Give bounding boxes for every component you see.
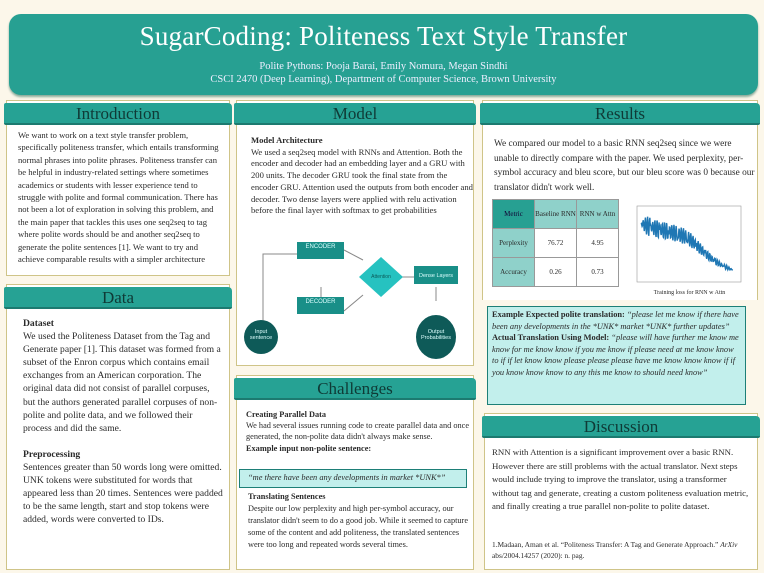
intro-text: We want to work on a text style transfer problem, specifically politeness transfer, which entails transforming normal phrases into polite phrases. Politeness transfer can be helpful in industry-related settings where sometimes academics or students with lesser experience tend to struggle with polite and formal communication. There has not been a lot of exploration in solving this problem, and the main paper that tackles this uses one seq2seq to tag where polite words should be and another seq2seq to generate the polite sentences [1]. We want to try and achieve comparable results with a simpler architecture xyxy=(18,130,219,265)
table-cell: 0.73 xyxy=(577,258,619,287)
challenges-section xyxy=(236,375,474,570)
table-cell: Perplexity xyxy=(493,229,535,258)
parallel-data-text: We had several issues running code to create parallel data and once generated, the non-polite data didn't always make sense. xyxy=(246,421,470,442)
table-header: RNN w Attn xyxy=(577,200,619,229)
input-label: Input sentence xyxy=(249,329,273,341)
table-cell: 4.95 xyxy=(577,229,619,258)
translation-example-box xyxy=(487,306,746,405)
section-title: Challenges xyxy=(234,378,476,400)
reference-text: 1.Madaan, Aman et al. “Politeness Transfer: A Tag and Generate Approach.” xyxy=(492,540,721,549)
chart-caption: Training loss for RNN w Attn xyxy=(653,290,726,296)
affiliation: CSCI 2470 (Deep Learning), Department of Computer Science, Brown University xyxy=(210,74,557,85)
model-section xyxy=(236,100,474,366)
introduction-section xyxy=(6,100,230,276)
results-table xyxy=(492,199,619,287)
reference-journal: ArXiv xyxy=(720,540,738,549)
data-section xyxy=(6,284,230,570)
section-title: Data xyxy=(4,287,232,309)
attention-label: Attention xyxy=(371,274,391,280)
decoder-label: DECODER xyxy=(305,299,336,305)
table-cell: Accuracy xyxy=(493,258,535,287)
preprocessing-text: Sentences greater than 50 words long were omitted. UNK tokens were substituted for words that appeared less than 20 times. Sentences were padded to be the same length, start and stop tokens were added, words were converted to IDs. xyxy=(23,462,223,526)
example-sentence: “me there have been any developments in market *UNK*” xyxy=(239,469,467,488)
section-title: Model xyxy=(234,103,476,125)
dataset-heading: Dataset xyxy=(23,318,54,329)
table-cell: 0.26 xyxy=(535,258,577,287)
authors: Polite Pythons: Pooja Barai, Emily Nomura, Megan Sindhi xyxy=(259,61,508,72)
parallel-data-heading: Creating Parallel Data xyxy=(246,410,327,419)
expected-label: Example Expected polite translation: xyxy=(492,310,625,319)
results-section xyxy=(482,100,758,300)
table-header: Baseline RNN xyxy=(535,200,577,229)
section-title: Discussion xyxy=(482,416,760,438)
actual-text: “please will have further me know me know for me know know if you me know if please need at me know know to if if let know know please please please have me know know know if if you know know know to any this me know to should need know” xyxy=(492,333,739,377)
loss-chart xyxy=(627,202,745,288)
architecture-diagram xyxy=(237,239,473,364)
translating-heading: Translating Sentences xyxy=(248,492,326,501)
preprocessing-heading: Preprocessing xyxy=(23,448,81,460)
discussion-section xyxy=(484,413,758,570)
reference xyxy=(492,539,754,561)
poster-header xyxy=(9,14,758,95)
model-text: We used a seq2seq model with RNNs and Attention. Both the encoder and decoder had an embedding layer and a GRU with 200 units. The decoder GRU took the final state from the encoder GRU. Attention used the outputs from both encoder and decoder. Two dense layers were applied with relu activation before the final layer with softmax to get probabilities xyxy=(251,146,473,216)
section-title: Introduction xyxy=(4,103,232,125)
section-title: Results xyxy=(480,103,760,125)
results-text: We compared our model to a basic RNN seq2seq since we were unable to directly compare with the paper. We used perplexity, per-symbol accuracy and bleu score, but our bleu score was 0 because our translator didn't work well. xyxy=(494,139,755,193)
table-header: Metric xyxy=(493,200,535,229)
poster-title: SugarCoding: Politeness Text Style Transfer xyxy=(139,21,628,51)
model-heading: Model Architecture xyxy=(251,135,323,145)
encoder-label: ENCODER xyxy=(305,244,336,250)
reference-text: abs/2004.14257 (2020): n. pag. xyxy=(492,551,585,560)
dense-layers-label: Dense Layers xyxy=(419,273,453,279)
discussion-text: RNN with Attention is a significant improvement over a basic RNN. However there are still problems with the actual translator. Next steps would include trying to improve the translator, using a transformer without tag and generate, creating a custom politeness evaluation metric, and finally creating a true parallel non-polite to polite dataset. xyxy=(492,447,749,512)
dataset-text: We used the Politeness Dataset from the Tag and Generate paper [1]. This dataset was formed from a subset of the Enron corpus which contains email exchanges from an American corporation. The original data did not consist of parallel corpuses, but the authors generated parallel corpuses of non-polite and polite data, and we followed their process and did the same. xyxy=(23,331,221,434)
output-label: Output Probabilities xyxy=(421,329,451,341)
expected-text: “please let me know if there have been any developments in the *UNK* market *UNK* further updates” xyxy=(492,310,739,331)
actual-label: Actual Translation Using Model: xyxy=(492,333,610,343)
translating-text: Despite our low perplexity and high per-symbol accuracy, our translator didn't seem to do a good job. While it seemed to capture some of the content and add politeness, the translated sentences were too long and repeated words several times. xyxy=(248,504,469,549)
table-cell: 76.72 xyxy=(535,229,577,258)
example-heading: Example input non-polite sentence: xyxy=(246,443,372,453)
